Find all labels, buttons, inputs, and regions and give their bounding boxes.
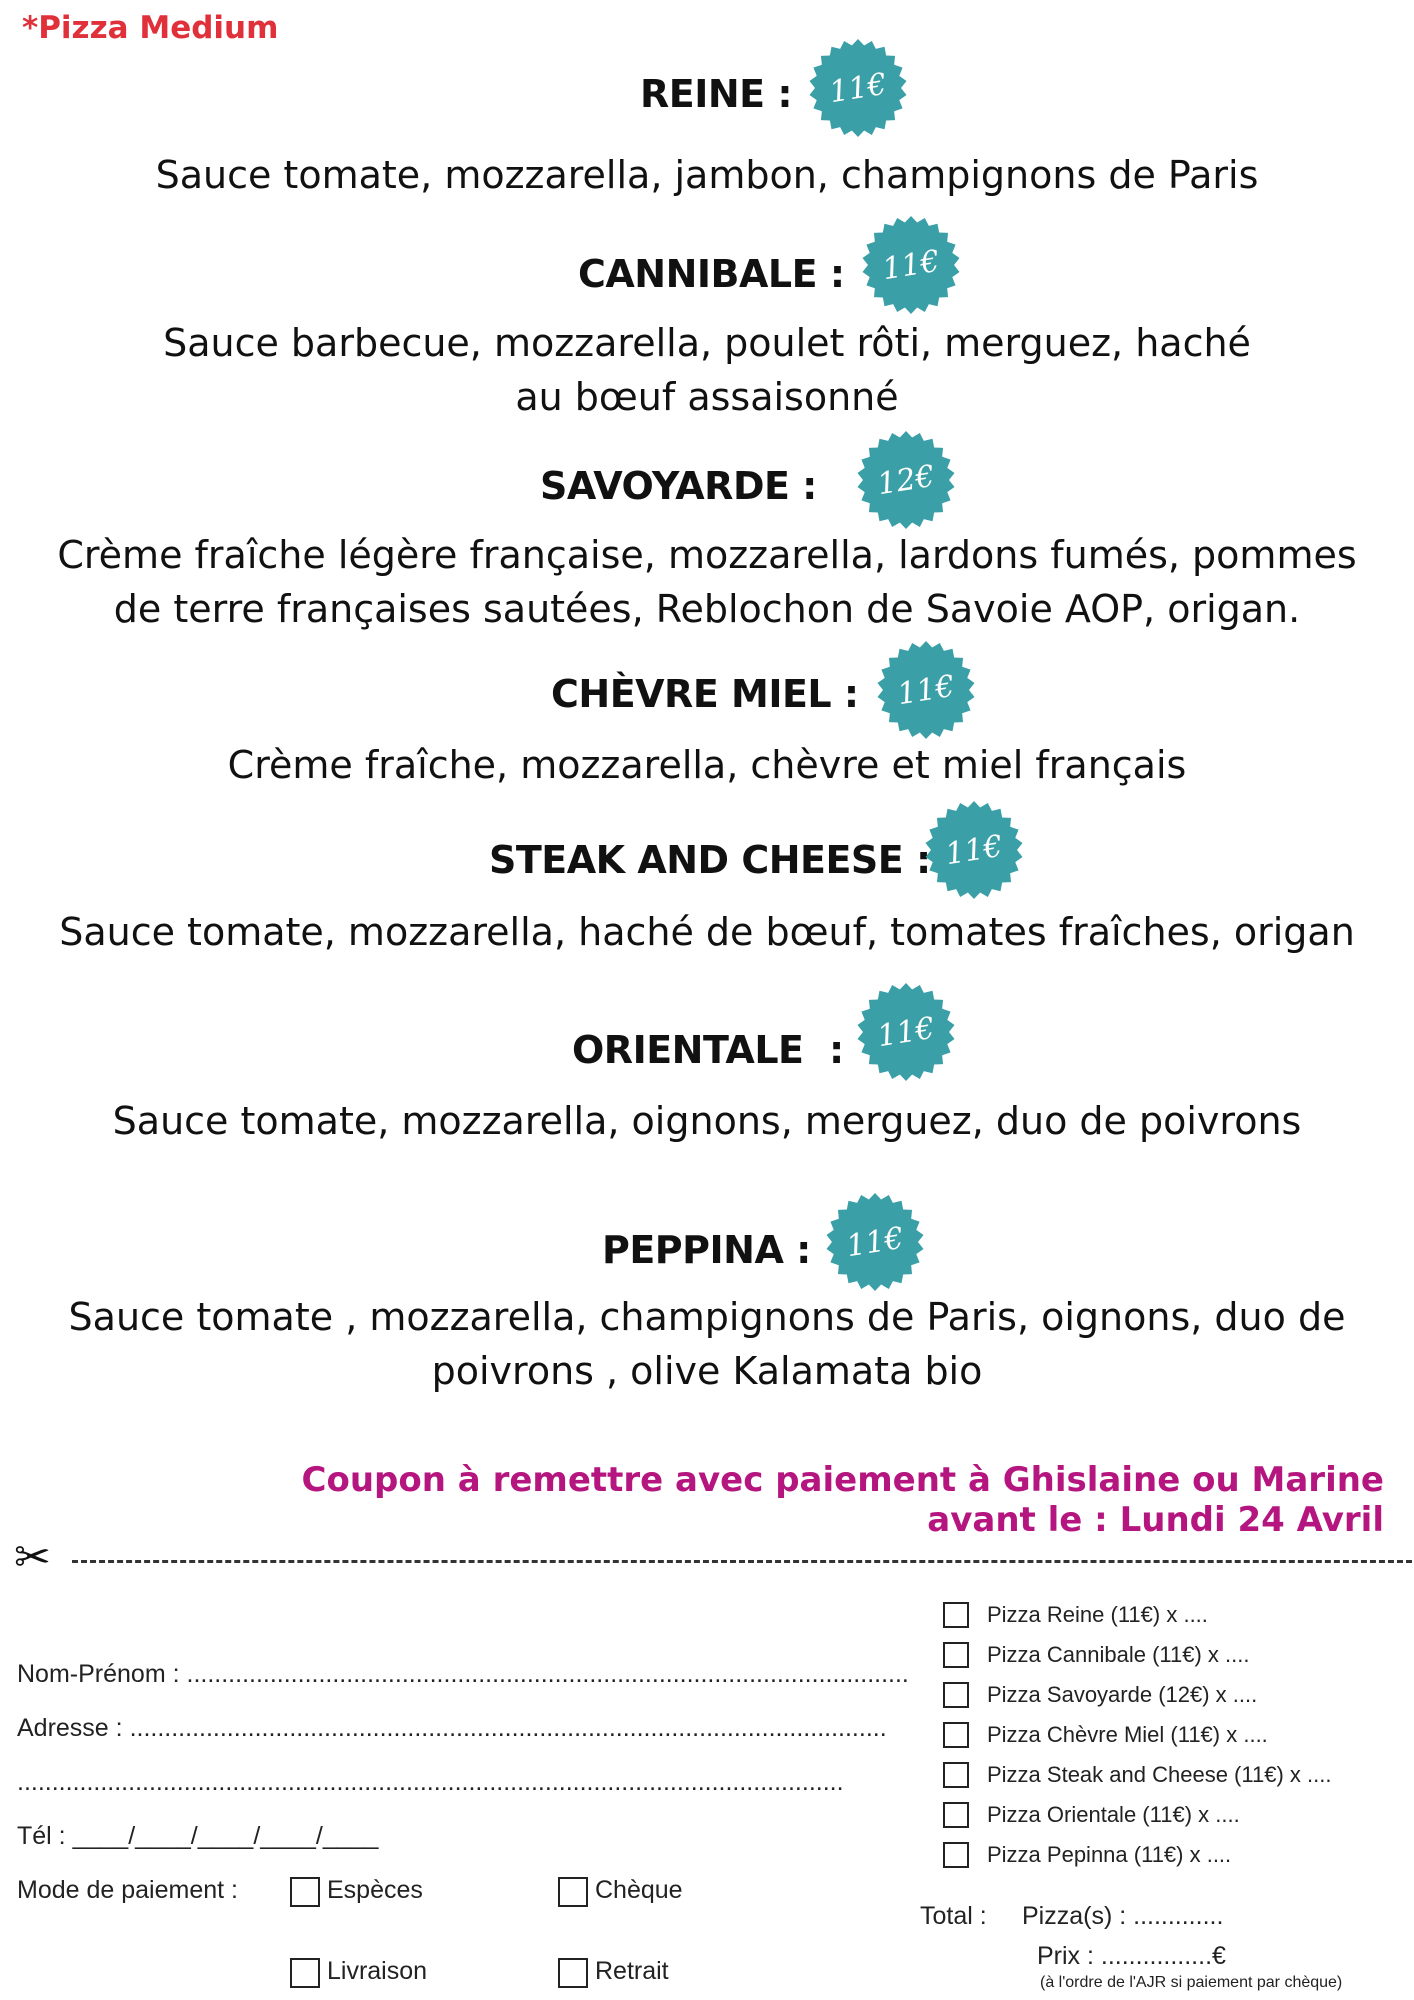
price-badge — [876, 640, 976, 740]
price-badge-text: 11€ — [826, 66, 890, 110]
order-item-label: Pizza Chèvre Miel (11€) x .... — [987, 1722, 1268, 1747]
address-blank-line-2[interactable]: ....................................................................................................................... — [17, 1768, 844, 1796]
price-badge-text: 11€ — [874, 1010, 938, 1054]
order-item[interactable] — [943, 1835, 1383, 1875]
description-line: Sauce barbecue, mozzarella, poulet rôti, merguez, haché — [163, 321, 1251, 365]
description-line: Sauce tomate, mozzarella, jambon, champignons de Paris — [155, 153, 1259, 197]
order-checkbox[interactable] — [943, 1842, 969, 1868]
pizza-description — [0, 1290, 1414, 1398]
pizza-description — [0, 1094, 1414, 1148]
description-line: poivrons , olive Kalamata bio — [431, 1349, 983, 1393]
order-item[interactable] — [943, 1635, 1383, 1675]
pizza-count-field[interactable]: Pizza(s) : ............. — [1022, 1902, 1224, 1930]
pizza-description — [0, 528, 1414, 636]
price-badge-text: 11€ — [942, 828, 1006, 872]
pizza-title-orientale: ORIENTALE : — [572, 1028, 844, 1072]
price-badge — [924, 800, 1024, 900]
phone-field[interactable] — [17, 1822, 378, 1851]
coupon-deadline: avant le : Lundi 24 Avril — [927, 1500, 1384, 1540]
price-badge-text: 11€ — [879, 243, 943, 287]
address-blank: ............................................................................................................. — [129, 1714, 887, 1742]
payment-mode-label: Mode de paiement : — [17, 1876, 238, 1904]
description-line: de terre françaises sautées, Reblochon de Savoie AOP, origan. — [113, 587, 1301, 631]
name-label: Nom-Prénom : — [17, 1660, 180, 1688]
price-badge-text: 11€ — [894, 668, 958, 712]
pizza-description — [0, 905, 1414, 959]
pizza-title-chevre-miel: CHÈVRE MIEL : — [551, 672, 859, 716]
pizza-title-reine: REINE : — [640, 72, 793, 116]
delivery-checkbox[interactable] — [290, 1958, 320, 1988]
order-checkbox[interactable] — [943, 1682, 969, 1708]
description-line: Crème fraîche légère française, mozzarella, lardons fumés, pommes — [57, 533, 1357, 577]
name-blank: ........................................................................................................ — [186, 1660, 909, 1688]
order-item-label: Pizza Cannibale (11€) x .... — [987, 1642, 1250, 1667]
price-badge — [856, 982, 956, 1082]
phone-blank: ____/____/____/____/____ — [72, 1822, 379, 1850]
pizza-description — [0, 738, 1414, 792]
description-line: Sauce tomate, mozzarella, haché de bœuf, tomates fraîches, origan — [59, 910, 1355, 954]
cash-checkbox[interactable] — [290, 1877, 320, 1907]
order-checkbox[interactable] — [943, 1722, 969, 1748]
total-label: Total : — [920, 1902, 987, 1930]
price-badge-text: 11€ — [843, 1220, 907, 1264]
order-item[interactable] — [943, 1795, 1383, 1835]
description-line: au bœuf assaisonné — [515, 375, 899, 419]
pizza-title-steak-and-cheese: STEAK AND CHEESE : — [489, 838, 931, 882]
pizza-title-savoyarde: SAVOYARDE : — [540, 464, 817, 508]
order-checkbox[interactable] — [943, 1802, 969, 1828]
coupon-line: Coupon à remettre avec paiement à Ghislaine ou Marine — [301, 1460, 1384, 1500]
order-item-label: Pizza Savoyarde (12€) x .... — [987, 1682, 1258, 1707]
order-list — [943, 1595, 1383, 1875]
coupon-instructions — [302, 1460, 1384, 1540]
price-badge-text: 12€ — [874, 458, 938, 502]
order-checkbox[interactable] — [943, 1762, 969, 1788]
order-item-label: Pizza Steak and Cheese (11€) x .... — [987, 1762, 1332, 1787]
description-line: Crème fraîche, mozzarella, chèvre et miel français — [227, 743, 1187, 787]
order-checkbox[interactable] — [943, 1602, 969, 1628]
description-line: Sauce tomate , mozzarella, champignons de Paris, oignons, duo de — [68, 1295, 1346, 1339]
pickup-label: Retrait — [595, 1957, 669, 1985]
scissors-icon: ✂ — [14, 1532, 51, 1583]
cheque-checkbox[interactable] — [558, 1877, 588, 1907]
phone-label: Tél : — [17, 1822, 66, 1850]
price-badge — [861, 215, 961, 315]
order-item[interactable] — [943, 1755, 1383, 1795]
pizza-title-peppina: PEPPINA : — [602, 1228, 811, 1272]
dashed-divider — [72, 1560, 1412, 1563]
price-field[interactable]: Prix : ................€ — [1037, 1942, 1226, 1970]
address-field[interactable] — [17, 1714, 887, 1743]
order-item[interactable] — [943, 1595, 1383, 1635]
order-item-label: Pizza Orientale (11€) x .... — [987, 1802, 1240, 1827]
order-item[interactable] — [943, 1675, 1383, 1715]
price-badge — [825, 1192, 925, 1292]
delivery-label: Livraison — [327, 1957, 428, 1985]
order-checkbox[interactable] — [943, 1642, 969, 1668]
pizza-description — [0, 148, 1414, 202]
order-item-label: Pizza Pepinna (11€) x .... — [987, 1842, 1232, 1867]
cut-line — [14, 1532, 1400, 1583]
pickup-checkbox[interactable] — [558, 1958, 588, 1988]
cash-label: Espèces — [327, 1876, 423, 1904]
pizza-description — [0, 316, 1414, 424]
price-badge — [808, 38, 908, 138]
name-field[interactable] — [17, 1660, 909, 1689]
cheque-label: Chèque — [595, 1876, 683, 1904]
order-item[interactable] — [943, 1715, 1383, 1755]
address-label: Adresse : — [17, 1714, 123, 1742]
description-line: Sauce tomate, mozzarella, oignons, merguez, duo de poivrons — [112, 1099, 1302, 1143]
order-item-label: Pizza Reine (11€) x .... — [987, 1602, 1208, 1627]
price-badge — [856, 430, 956, 530]
payment-note: (à l'ordre de l'AJR si paiement par chèque) — [1040, 1974, 1343, 1991]
pizza-size-note: *Pizza Medium — [22, 10, 279, 46]
pizza-title-cannibale: CANNIBALE : — [578, 252, 845, 296]
